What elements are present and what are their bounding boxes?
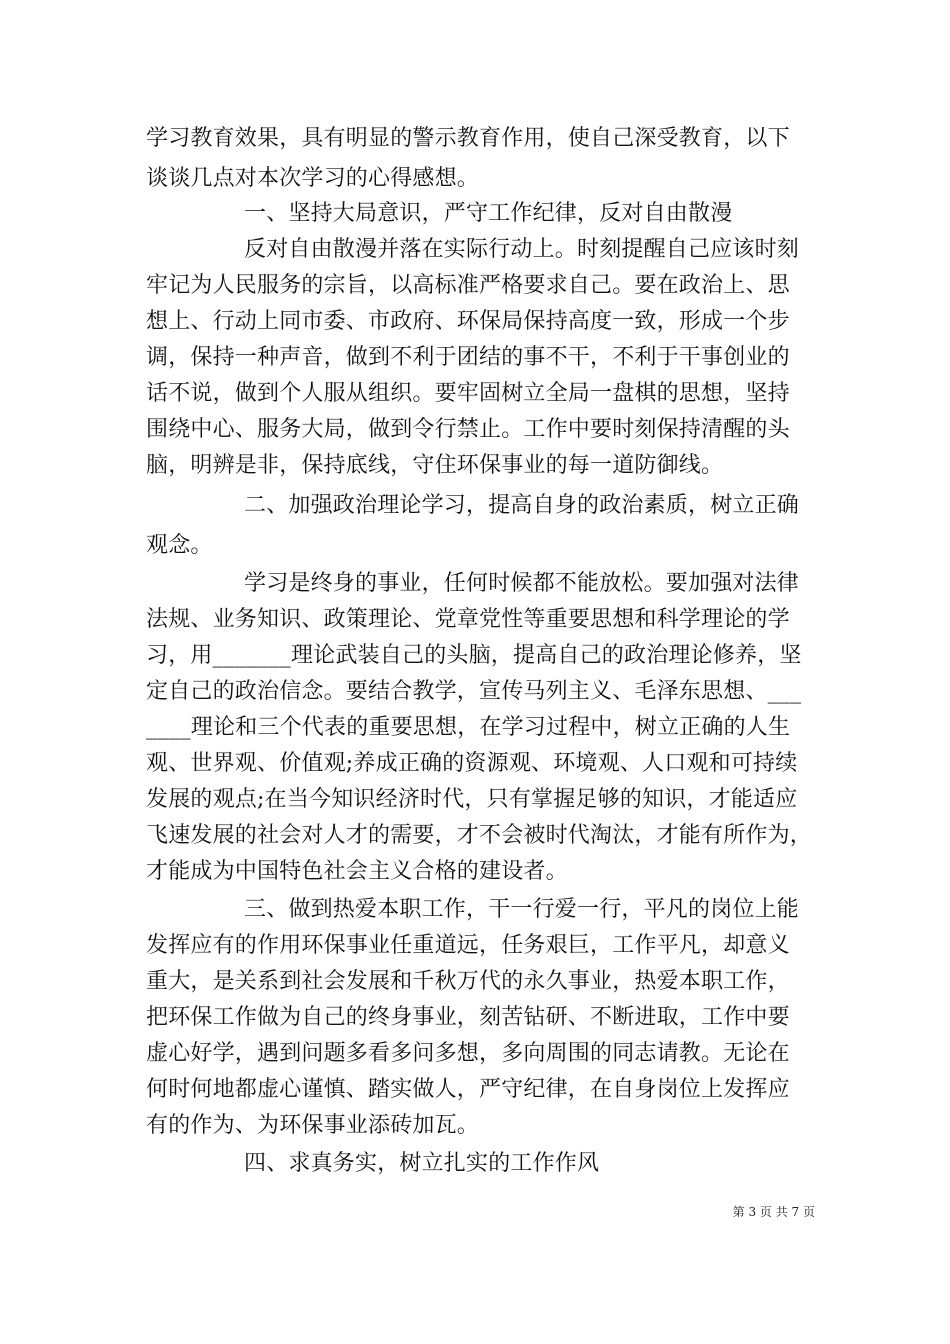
paragraph-line: 发展的观点;在当今知识经济时代，只有掌握足够的知识，才能适应 xyxy=(146,787,798,812)
paragraph-line: 才能成为中国特色社会主义合格的建设者。 xyxy=(146,859,568,884)
paragraph-line: 观、世界观、价值观;养成正确的资源观、环境观、人口观和可持续 xyxy=(146,751,798,776)
section-heading-4: 四、求真务实，树立扎实的工作作风 xyxy=(244,1151,600,1176)
paragraph-line: 习，用_______理论武装自己的头脑，提高自己的政治理论修养，坚 xyxy=(146,643,802,668)
paragraph-line: 反对自由散漫并落在实际行动上。时刻提醒自己应该时刻 xyxy=(244,237,800,262)
paragraph-line: 有的作为、为环保事业添砖加瓦。 xyxy=(146,1113,480,1138)
section-heading-2: 二、加强政治理论学习，提高自身的政治素质，树立正确 xyxy=(244,493,800,518)
paragraph-line: 学习教育效果，具有明显的警示教育作用，使自己深受教育，以下 xyxy=(146,126,790,151)
paragraph-line: 学习是终身的事业，任何时候都不能放松。要加强对法律 xyxy=(244,571,800,596)
paragraph-line: 发挥应有的作用环保事业任重道远，任务艰巨，工作平凡，却意义 xyxy=(146,933,790,958)
paragraph-line: 调，保持一种声音，做到不利于团结的事不干，不利于干事创业的 xyxy=(146,345,790,370)
paragraph-line: 把环保工作做为自己的终身事业，刻苦钻研、不断进取，工作中要 xyxy=(146,1005,790,1030)
paragraph-line: 想上、行动上同市委、市政府、环保局保持高度一致，形成一个步 xyxy=(146,309,790,334)
section-heading-1: 一、坚持大局意识，严守工作纪律，反对自由散漫 xyxy=(244,201,733,226)
paragraph-line: ____理论和三个代表的重要思想，在学习过程中，树立正确的人生 xyxy=(146,715,791,740)
paragraph-line: 重大，是关系到社会发展和千秋万代的永久事业，热爱本职工作， xyxy=(146,969,790,994)
paragraph-line: 围绕中心、服务大局，做到令行禁止。工作中要时刻保持清醒的头 xyxy=(146,417,790,442)
page-number-footer: 第 3 页 共 7 页 xyxy=(732,1205,815,1219)
paragraph-line: 定自己的政治信念。要结合教学，宣传马列主义、毛泽东思想、___ xyxy=(146,679,802,704)
paragraph-line: 虚心好学，遇到问题多看多问多想，多向周围的同志请教。无论在 xyxy=(146,1041,790,1066)
section-heading-3: 三、做到热爱本职工作，干一行爱一行，平凡的岗位上能 xyxy=(244,897,800,922)
paragraph-line: 法规、业务知识、政策理论、党章党性等重要思想和科学理论的学 xyxy=(146,607,790,632)
paragraph-line: 牢记为人民服务的宗旨，以高标准严格要求自己。要在政治上、思 xyxy=(146,273,790,298)
paragraph-line: 谈谈几点对本次学习的心得感想。 xyxy=(146,166,480,191)
paragraph-line: 何时何地都虚心谨慎、踏实做人，严守纪律，在自身岗位上发挥应 xyxy=(146,1077,790,1102)
paragraph-line: 脑，明辨是非，保持底线，守住环保事业的每一道防御线。 xyxy=(146,453,724,478)
paragraph-line: 话不说，做到个人服从组织。要牢固树立全局一盘棋的思想，坚持 xyxy=(146,381,790,406)
paragraph-line: 观念。 xyxy=(146,533,213,558)
paragraph-line: 飞速发展的社会对人才的需要，才不会被时代淘汰，才能有所作为， xyxy=(146,823,813,848)
